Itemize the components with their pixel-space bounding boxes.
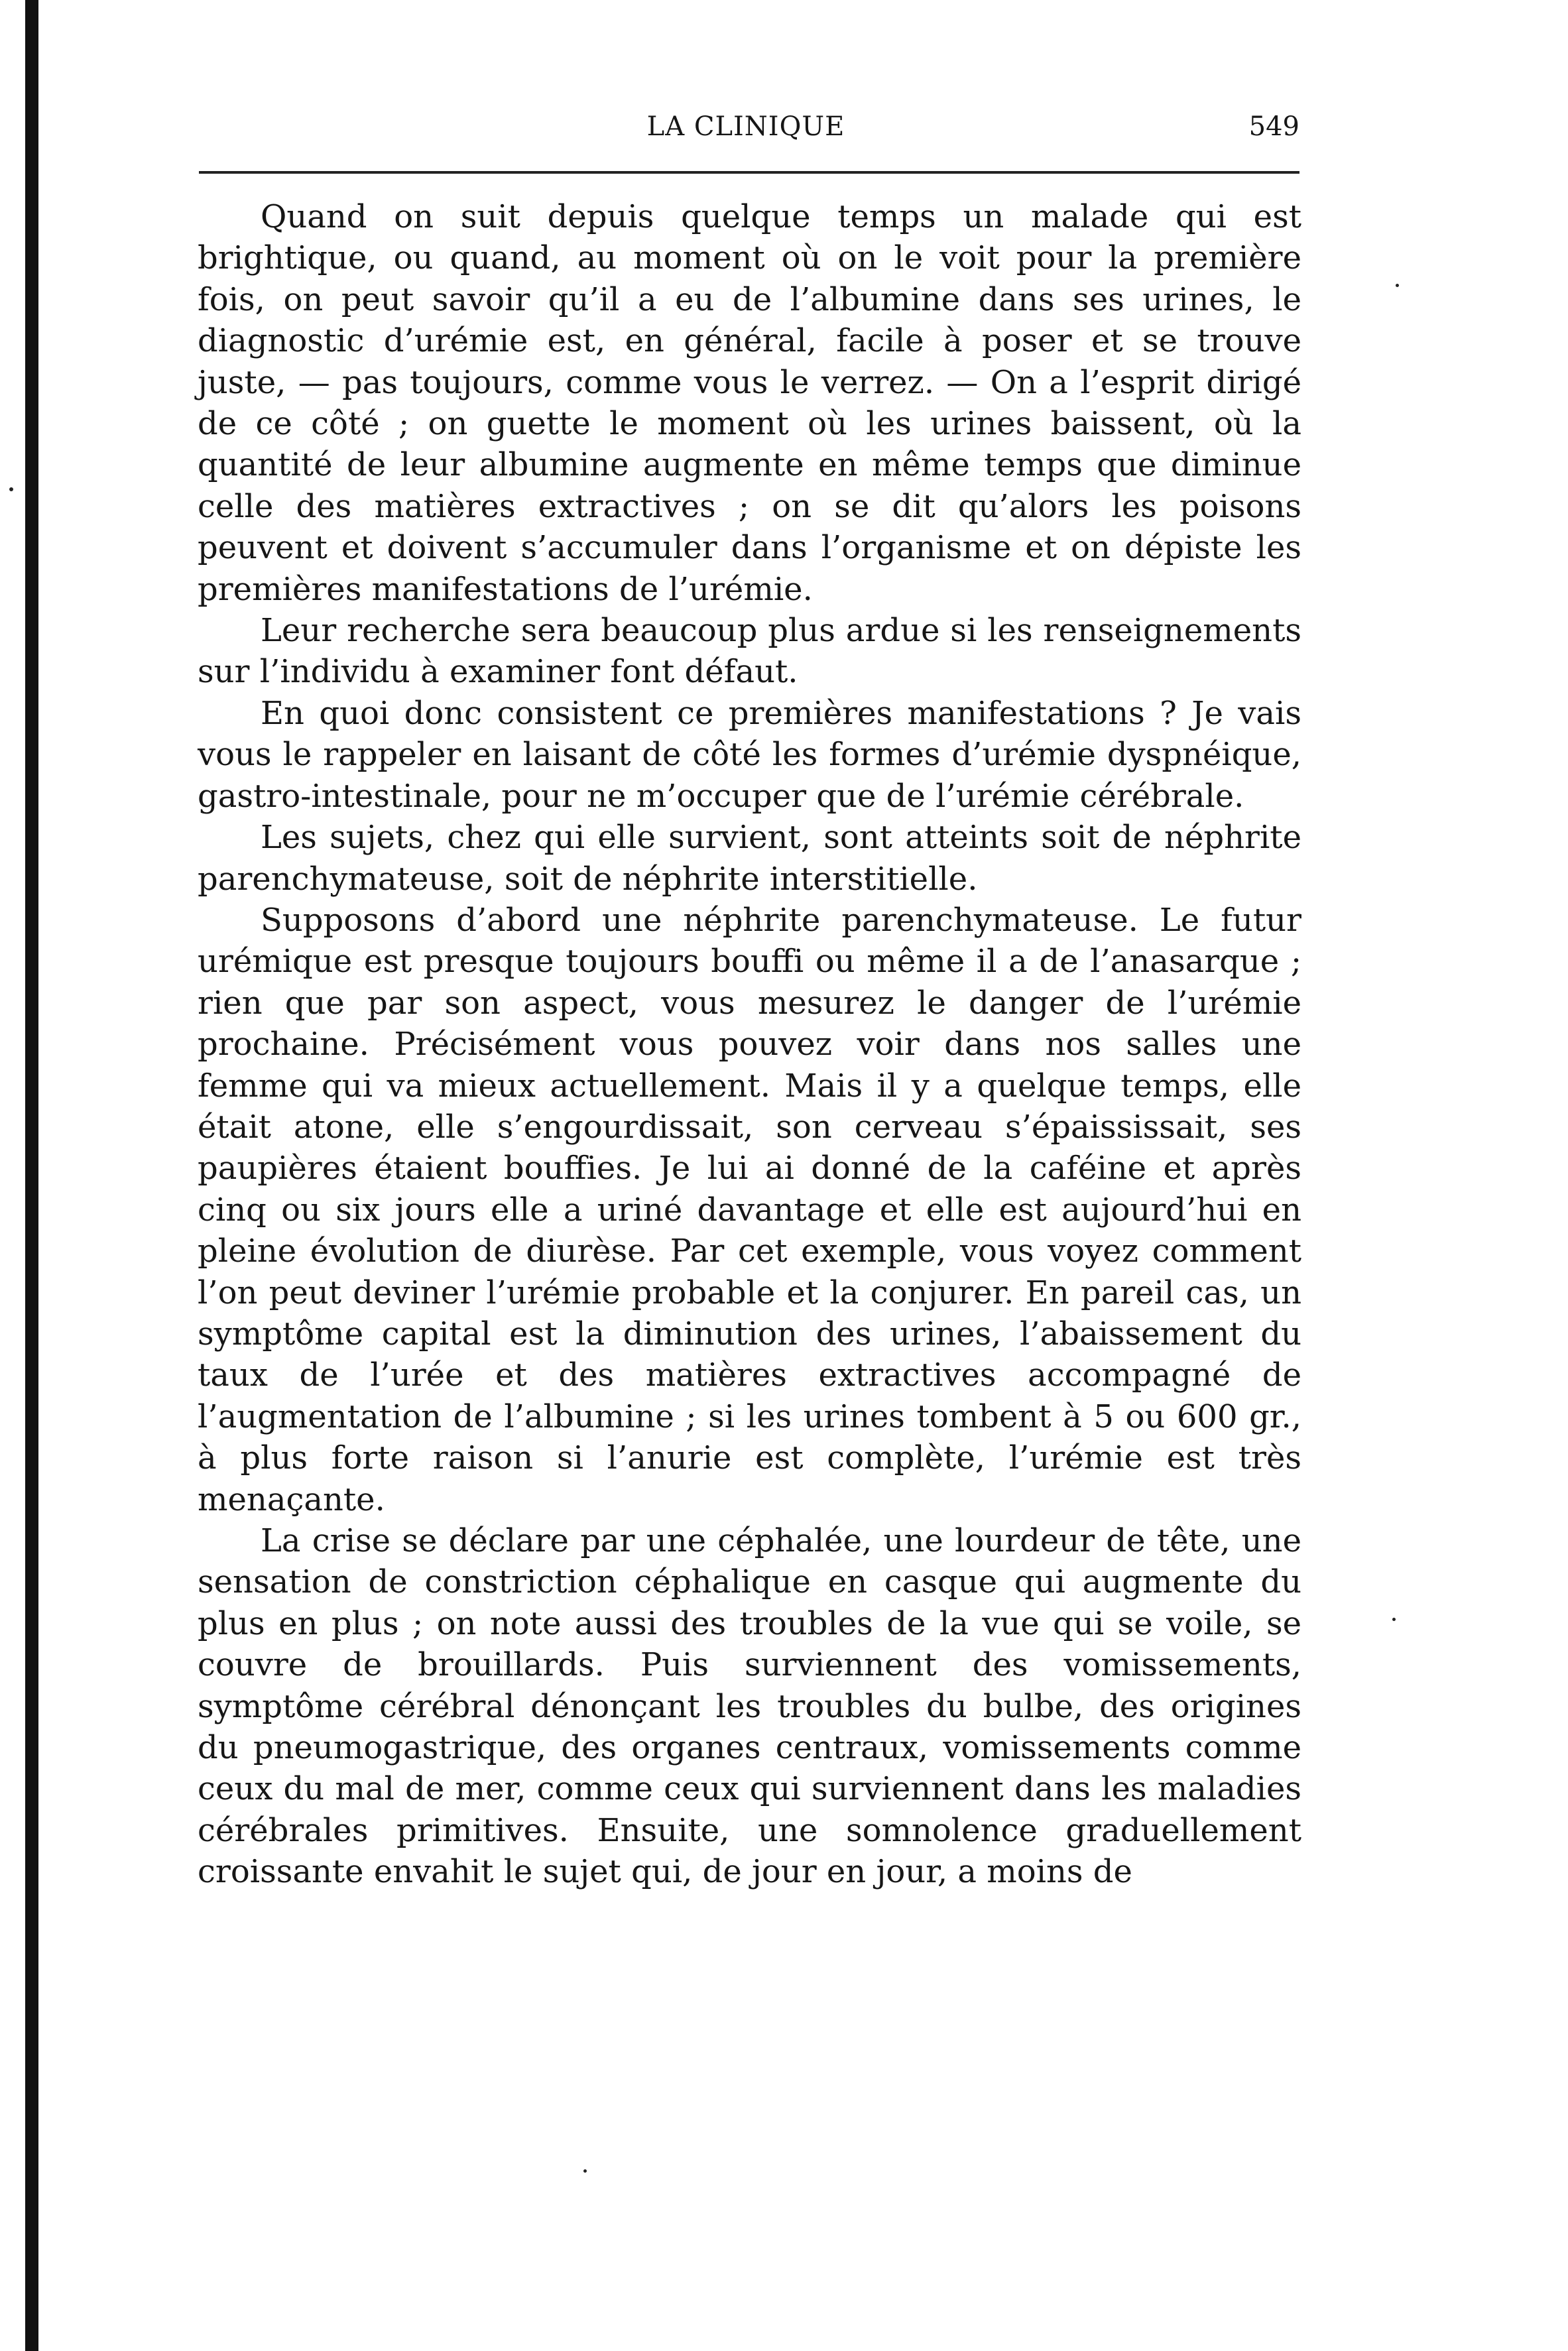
scan-speck — [1396, 284, 1399, 287]
paragraph: Supposons d’abord une néphrite parenchymateuse. Le futur urémique est presque toujours bouffi ou même il a de l’anasarque ; rien que par son aspect, vous mesurez le danger de l’urémie prochaine. Précisément vous pouvez voir dans nos salles une femme qui va mieux actuellement. Mais il y a quelque temps, elle était atone, elle s’engourdissait, son cerveau s’épaississait, ses paupières étaient bouffies. Je lui ai donné de la caféine et après cinq ou six jours elle a uriné davantage et elle est aujourd’hui en pleine évolution de diurèse. Par cet exemple, vous voyez comment l’on peut deviner l’urémie probable et la conjurer. En pareil cas, un symptôme capital est la diminution des urines, l’abaissement du taux de l’urée et des matières extractives accompagné de l’augmentation de l’albumine ; si les urines tombent à 5 ou 600 gr., à plus forte raison si l’anurie est complète, l’urémie est très menaçante. — [198, 901, 1301, 1518]
paragraph: Quand on suit depuis quelque temps un malade qui est brightique, ou quand, au moment où on le voit pour la première fois, on peut savoir qu’il a eu de l’albumine dans ses urines, le diagnostic d’urémie est, en général, facile à poser et se trouve juste, — pas toujours, comme vous le verrez. — On a l’esprit dirigé de ce côté ; on guette le moment où les urines baissent, où la quantité de leur albumine augmente en même temps que diminue celle des matières extractives ; on se dit qu’alors les poisons peuvent et doivent s’accumuler dans l’organisme et on dépiste les premières manifestations de l’urémie. — [198, 198, 1301, 608]
body-text — [198, 196, 1301, 1893]
scan-speck — [9, 487, 13, 491]
paragraph: Leur recherche sera beaucoup plus ardue si les renseignements sur l’individu à examiner font défaut. — [198, 612, 1301, 691]
page-header — [192, 111, 1299, 158]
running-title: LA CLINIQUE — [646, 111, 845, 142]
paragraph: En quoi donc consistent ce premières manifestations ? Je vais vous le rappeler en laisant de côté les formes d’urémie dyspnéique, gastro-intestinale, pour ne m’occuper que de l’urémie cérébrale. — [198, 694, 1301, 815]
page-number: 549 — [1248, 111, 1299, 142]
paragraph: Les sujets, chez qui elle survient, sont atteints soit de néphrite parenchymateuse, soit de néphrite interstitielle. — [198, 819, 1301, 898]
scan-speck — [583, 2169, 587, 2173]
scan-speck — [1392, 1618, 1396, 1621]
scan-binding-edge — [25, 0, 38, 2351]
paragraph: La crise se déclare par une céphalée, une lourdeur de tête, une sensation de constriction céphalique en casque qui augmente du plus en plus ; on note aussi des troubles de la vue qui se voile, se couvre de brouillards. Puis surviennent des vomissements, symptôme cérébral dénonçant les troubles du bulbe, des origines du pneumogastrique, des organes centraux, vomissements comme ceux du mal de mer, comme ceux qui surviennent dans les maladies cérébrales primitives. Ensuite, une somnolence graduellement croissante envahit le sujet qui, de jour en jour, a moins de — [198, 1522, 1301, 1891]
header-rule — [199, 171, 1299, 174]
